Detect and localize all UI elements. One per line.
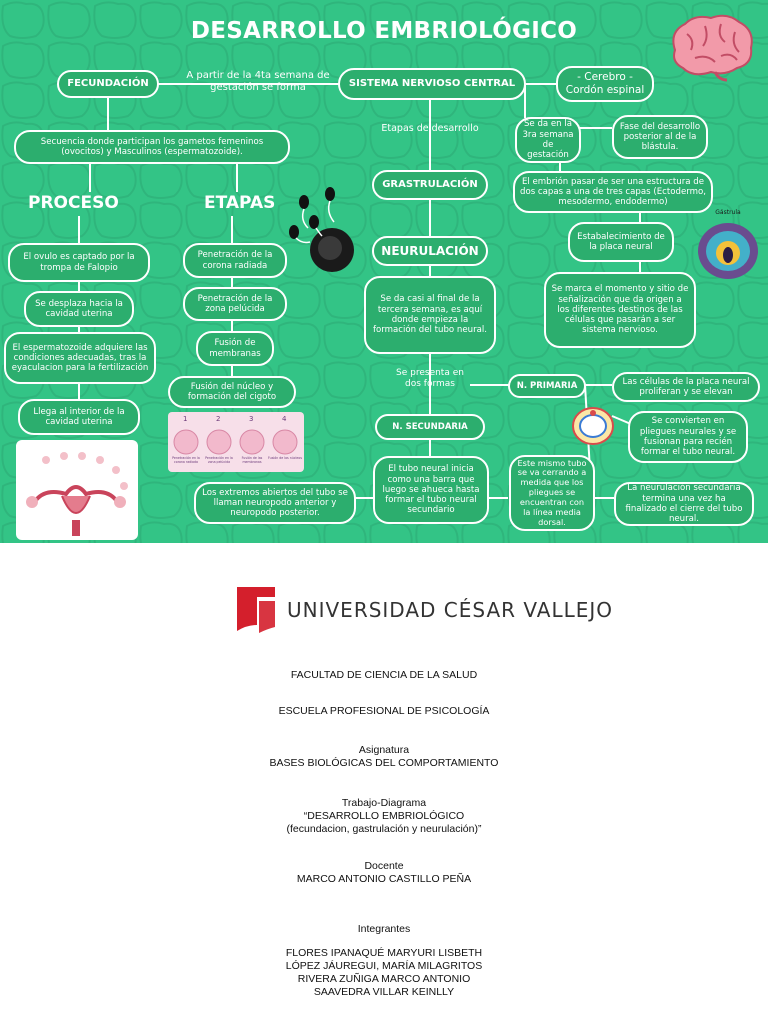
- proceso-item-2: Se desplaza hacia la cavidad uterina: [24, 291, 134, 327]
- gastrulacion-node: GRASTRULACIÓN: [372, 170, 488, 200]
- neural-tube-icon: [570, 404, 616, 446]
- proceso-item-3: El espermatozoide adquiere las condiciones adecuadas, tras la eyaculacion para la fertilización: [4, 332, 156, 384]
- integrante-2: LÓPEZ JÁUREGUI, MARÍA MILAGRITOS: [285, 960, 483, 972]
- n-secundaria-node: N. SECUNDARIA: [375, 414, 485, 440]
- stage-number-3: 3: [249, 415, 254, 423]
- stage-caption-1: Penetración en la corona radiada: [172, 456, 200, 464]
- neurulacion-desc-node: Se da casi al final de la tercera semana, es aquí donde empieza la formación del tubo neural.: [364, 276, 496, 354]
- poster-title: DESARROLLO EMBRIOLÓGICO: [190, 18, 578, 44]
- se-marca-node: Se marca el momento y sitio de señalización que da origen a los diferentes destinos de las células que pasarán a ser sistema nervioso.: [544, 272, 696, 348]
- fertilization-stages-image: [168, 412, 304, 472]
- gastrula-icon: [694, 217, 762, 281]
- proceso-item-1: El ovulo es captado por la trompa de Falopio: [8, 243, 150, 282]
- trabajo-label: Trabajo-Diagrama: [341, 797, 427, 809]
- embrion-node: El embrión pasar de ser una estructura de dos capas a una de tres capas (Ectodermo, mesodermo, endodermo): [513, 171, 713, 213]
- integrante-3: RIVERA ZUÑIGA MARCO ANTONIO: [297, 973, 471, 985]
- stage-caption-3: Fusión de las membranas: [241, 456, 263, 464]
- se-presenta-text: Se presenta en dos formas: [396, 368, 464, 389]
- facultad-text: FACULTAD DE CIENCIA DE LA SALUD: [290, 669, 478, 681]
- stage-number-2: 2: [216, 415, 221, 423]
- etapas-desarrollo-text: Etapas de desarrollo: [381, 123, 479, 134]
- proceso-item-4: Llega al interior de la cavidad uterina: [18, 399, 140, 435]
- gastrula-label: Gástrula: [715, 209, 741, 216]
- fecundacion-node: FECUNDACIÓN: [57, 70, 159, 98]
- secundaria-fin-node: La neurulación secundaria termina una vez ha finalizado el cierre del tubo neural.: [614, 482, 754, 526]
- uterus-illustration: [16, 440, 138, 540]
- escuela-text: ESCUELA PROFESIONAL DE PSICOLOGÍA: [278, 705, 490, 717]
- neurulacion-node: NEURULACIÓN: [372, 236, 488, 266]
- etapas-heading: ETAPAS: [204, 193, 276, 213]
- etapa-item-3: Fusión de membranas: [196, 331, 274, 366]
- integrante-4: SAAVEDRA VILLAR KEINLLY: [313, 986, 455, 998]
- stage-number-1: 1: [183, 415, 188, 423]
- university-name: UNIVERSIDAD CÉSAR VALLEJO: [287, 598, 614, 622]
- trabajo-title: “DESARROLLO EMBRIOLÓGICO: [303, 810, 465, 822]
- proceso-heading: PROCESO: [28, 193, 119, 213]
- brain-icon: [665, 12, 757, 82]
- tubo-neural-node: El tubo neural inicia como una barra que luego se ahueca hasta formar el tubo neural secundario: [373, 456, 489, 524]
- docente-label: Docente: [364, 860, 404, 872]
- docente-name: MARCO ANTONIO CASTILLO PEÑA: [296, 873, 472, 885]
- secuencia-node: Secuencia donde participan los gametos femeninos (ovocitos) y Masculinos (espermatozoide).: [14, 130, 290, 164]
- fase-desarrollo-node: Fase del desarrollo posterior al de la blástula.: [612, 115, 708, 159]
- sperm-egg-icon: [282, 180, 356, 280]
- tercera-semana-node: Se da en la 3ra semana de gestación: [515, 117, 581, 163]
- asignatura-label: Asignatura: [358, 744, 410, 756]
- etapa-item-4: Fusión del núcleo y formación del cigoto: [168, 376, 296, 408]
- este-mismo-node: Este mismo tubo se va cerrando a medida que los pliegues se encuentran con la línea media dorsal.: [509, 455, 595, 531]
- etapa-item-2: Penetración de la zona pelúcida: [183, 287, 287, 321]
- snc-parts-node: - Cerebro -Cordón espinal: [556, 66, 654, 102]
- stage-number-4: 4: [282, 415, 287, 423]
- trabajo-subtitle: (fecundacion, gastrulación y neurulación)”: [286, 823, 482, 835]
- snc-node: SISTEMA NERVIOSO CENTRAL: [338, 68, 526, 100]
- n-primaria-node: N. PRIMARIA: [508, 374, 586, 398]
- integrante-1: FLORES IPANAQUÉ MARYURI LISBETH: [285, 947, 483, 959]
- etapa-item-1: Penetración de la corona radiada: [183, 243, 287, 278]
- placa-neural-node: Estabalecimiento de la placa neural: [568, 222, 674, 262]
- celulas-placa-node: Las células de la placa neural proliferan y se elevan: [612, 372, 760, 402]
- a-partir-text: A partir de la 4ta semana de gestación se forma: [186, 70, 330, 93]
- asignatura-value: BASES BIOLÓGICAS DEL COMPORTAMIENTO: [269, 757, 499, 769]
- se-convierten-node: Se convierten en pliegues neurales y se fusionan para recién formar el tubo neural.: [628, 411, 748, 463]
- integrantes-label: Integrantes: [357, 923, 411, 935]
- extremos-node: Los extremos abiertos del tubo se llaman neuropodo anterior y neuropodo posterior.: [194, 482, 356, 524]
- stage-caption-4: Fusión de los núcleos: [268, 456, 302, 460]
- stage-caption-2: Penetración en la zona pelúcida: [205, 456, 233, 464]
